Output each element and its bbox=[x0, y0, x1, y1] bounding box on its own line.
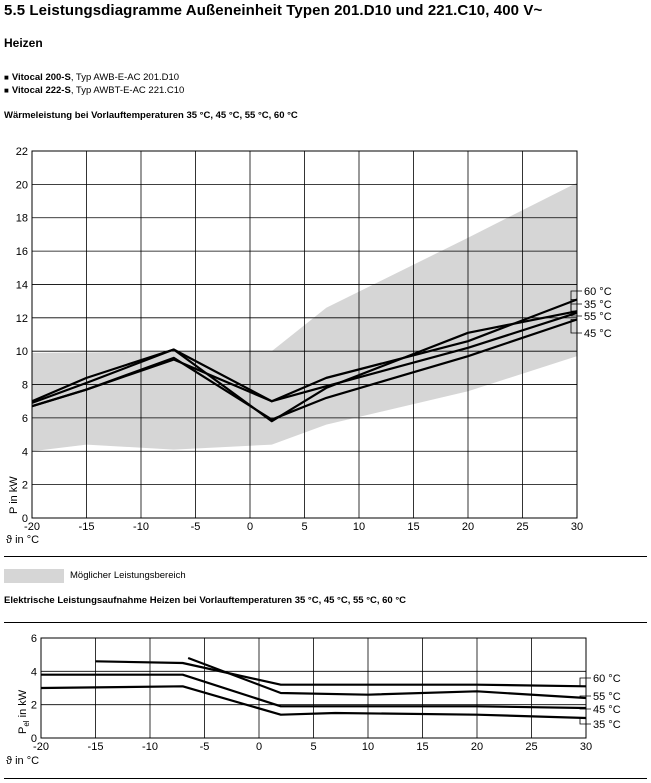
bullet-icon: ■ bbox=[4, 73, 9, 82]
model-type: , Typ AWB-E-AC 201.D10 bbox=[70, 72, 180, 83]
y-tick-label: 16 bbox=[15, 246, 28, 259]
model-line-1 bbox=[4, 72, 179, 83]
x-tick-label: 20 bbox=[470, 741, 484, 753]
legend-label-range: Möglicher Leistungsbereich bbox=[70, 570, 186, 581]
x-tick-label: -5 bbox=[190, 521, 201, 533]
x-tick-label: -20 bbox=[24, 521, 40, 533]
y-tick-label: 4 bbox=[30, 666, 37, 679]
legend-label: 35 °C bbox=[593, 719, 621, 731]
section-heading: Heizen bbox=[4, 36, 43, 50]
electric-input-chart bbox=[0, 628, 651, 783]
x-tick-label: -10 bbox=[133, 521, 149, 533]
y-axis-label: $P_{el}$ in kW bbox=[17, 689, 31, 734]
legend-swatch-range bbox=[4, 569, 64, 583]
x-tick-label: 25 bbox=[516, 521, 529, 533]
x-tick-label: 5 bbox=[301, 521, 308, 533]
y-tick-label: 18 bbox=[15, 212, 28, 225]
y-tick-label: 2 bbox=[21, 479, 28, 492]
y-tick-label: 10 bbox=[15, 346, 28, 359]
chart-caption-heating-output: Wärmeleistung bei Vorlauftemperaturen 35 °C, 45 °C, 55 °C, 60 °C bbox=[4, 110, 298, 121]
legend-label: 45 °C bbox=[584, 328, 612, 340]
x-tick-label: -15 bbox=[78, 521, 95, 533]
y-tick-label: 6 bbox=[21, 412, 28, 425]
x-tick-label: -5 bbox=[199, 741, 210, 753]
legend-label: 60 °C bbox=[593, 673, 621, 685]
legend-label: 55 °C bbox=[584, 311, 612, 323]
heating-output-chart bbox=[0, 140, 651, 560]
y-tick-label: 20 bbox=[15, 179, 28, 192]
x-tick-label: 5 bbox=[310, 741, 317, 753]
y-axis-label: P in kW bbox=[8, 476, 20, 514]
y-tick-label: 14 bbox=[15, 279, 28, 292]
x-tick-label: 10 bbox=[361, 741, 375, 753]
x-tick-label: 15 bbox=[407, 521, 420, 533]
x-axis-label: ϑ in °C bbox=[6, 755, 40, 767]
x-tick-label: 30 bbox=[570, 521, 584, 533]
y-tick-label: 12 bbox=[15, 312, 28, 325]
page-title: 5.5 Leistungsdiagramme Außeneinheit Typen 201.D10 und 221.C10, 400 V~ bbox=[4, 2, 543, 19]
divider bbox=[4, 778, 647, 779]
x-tick-label: 15 bbox=[416, 741, 429, 753]
chart-caption-electric-input: Elektrische Leistungsaufnahme Heizen bei Vorlauftemperaturen 35 °C, 45 °C, 55 °C, 60 °C bbox=[4, 595, 407, 606]
model-name: Vitocal 222-S bbox=[11, 85, 71, 96]
y-tick-label: 6 bbox=[30, 633, 37, 645]
y-tick-label: 0 bbox=[30, 733, 37, 745]
bullet-icon: ■ bbox=[4, 86, 9, 95]
x-tick-label: -15 bbox=[87, 741, 104, 753]
model-name: Vitocal 200-S bbox=[11, 72, 71, 83]
y-tick-label: 2 bbox=[30, 699, 37, 712]
y-tick-label: 0 bbox=[21, 513, 28, 525]
model-line-2 bbox=[4, 85, 184, 96]
x-tick-label: 25 bbox=[525, 741, 538, 753]
legend-label: 45 °C bbox=[593, 704, 621, 716]
legend-label: 35 °C bbox=[584, 299, 612, 311]
x-tick-label: 0 bbox=[246, 521, 254, 533]
legend-label: 55 °C bbox=[593, 691, 621, 703]
x-tick-label: 0 bbox=[255, 741, 263, 753]
divider bbox=[4, 556, 647, 557]
legend-label: 60 °C bbox=[584, 286, 612, 298]
x-tick-label: 10 bbox=[352, 521, 366, 533]
divider bbox=[4, 622, 647, 623]
model-type: , Typ AWBT-E-AC 221.C10 bbox=[70, 85, 185, 96]
y-tick-label: 22 bbox=[15, 146, 28, 158]
y-tick-label: 4 bbox=[21, 446, 28, 459]
x-tick-label: 30 bbox=[579, 741, 593, 753]
x-axis-label: ϑ in °C bbox=[6, 534, 40, 546]
x-tick-label: 20 bbox=[461, 521, 475, 533]
x-tick-label: -20 bbox=[33, 741, 49, 753]
y-tick-label: 8 bbox=[21, 379, 28, 392]
x-tick-label: -10 bbox=[142, 741, 158, 753]
